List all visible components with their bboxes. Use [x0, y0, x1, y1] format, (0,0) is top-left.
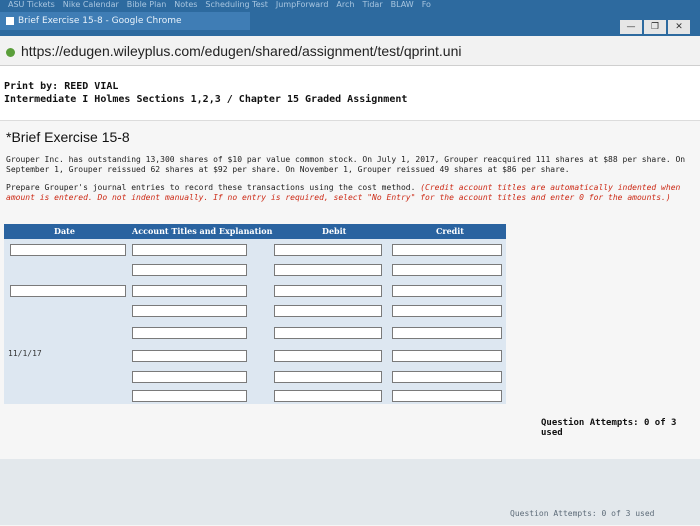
print-header: [4, 80, 407, 106]
problem-text: Grouper Inc. has outstanding 13,300 shares of $10 par value common stock. On July 1, 2017, Grouper reacquired 111 shares at $88 per share. On September 1, Grouper reissued 62 shares at $92 per share. On November 1, Grouper reissued 49 shares at $86 per share.: [6, 155, 686, 174]
date-input-1[interactable]: [10, 244, 126, 256]
account-input-8[interactable]: [132, 390, 247, 402]
instructions-note: (Credit account titles are automatically indented when amount is entered. Do not indent manually. If no entry is required, select "No Entry" for the account titles and enter 0 for the amounts.): [6, 183, 681, 202]
exercise-title: *Brief Exercise 15-8: [6, 129, 130, 145]
debit-input-5[interactable]: [274, 327, 382, 339]
browser-chrome: [0, 0, 700, 36]
account-input-2[interactable]: [132, 264, 247, 276]
tab-10[interactable]: Fo: [421, 0, 431, 9]
journal-table: [4, 224, 506, 404]
tab-6[interactable]: JumpForward: [275, 0, 329, 9]
credit-input-3[interactable]: [392, 285, 502, 297]
address-bar[interactable]: [0, 36, 700, 66]
tab-5[interactable]: Scheduling Test: [205, 0, 268, 9]
debit-input-7[interactable]: [274, 371, 382, 383]
account-input-4[interactable]: [132, 305, 247, 317]
window-controls: [620, 20, 690, 34]
tab-8[interactable]: Tidar: [362, 0, 383, 9]
account-header: Account Titles and Explanation: [132, 226, 273, 236]
close-button[interactable]: ✕: [668, 20, 690, 34]
credit-input-8[interactable]: [392, 390, 502, 402]
bottom-question-attempts: Question Attempts: 0 of 3 used: [510, 509, 655, 518]
instructions: [6, 183, 694, 203]
credit-input-4[interactable]: [392, 305, 502, 317]
debit-input-2[interactable]: [274, 264, 382, 276]
minimize-button[interactable]: —: [620, 20, 642, 34]
restore-button[interactable]: ❐: [644, 20, 666, 34]
credit-input-7[interactable]: [392, 371, 502, 383]
credit-input-6[interactable]: [392, 350, 502, 362]
tab-4[interactable]: Notes: [174, 0, 198, 9]
credit-header: Credit: [436, 226, 464, 236]
debit-input-1[interactable]: [274, 244, 382, 256]
account-input-5[interactable]: [132, 327, 247, 339]
tab-7[interactable]: Arch: [336, 0, 355, 9]
window-title: [0, 12, 250, 30]
lock-icon: [6, 48, 15, 57]
debit-header: Debit: [322, 226, 347, 236]
url-text[interactable]: https://edugen.wileyplus.com/edugen/shared/assignment/test/qprint.uni: [21, 43, 462, 59]
page-icon: [6, 17, 14, 25]
tab-strip: [0, 0, 700, 10]
tab-2[interactable]: Nike Calendar: [62, 0, 119, 9]
tab-3[interactable]: Bible Plan: [126, 0, 167, 9]
print-by: Print by: REED VIAL: [4, 81, 119, 92]
course-title: Intermediate I Holmes Sections 1,2,3 / Chapter 15 Graded Assignment: [4, 94, 408, 105]
credit-input-2[interactable]: [392, 264, 502, 276]
debit-input-3[interactable]: [274, 285, 382, 297]
instructions-text: Prepare Grouper's journal entries to record these transactions using the cost method.: [6, 183, 416, 192]
tab-9[interactable]: BLAW: [390, 0, 414, 9]
account-input-7[interactable]: [132, 371, 247, 383]
debit-input-4[interactable]: [274, 305, 382, 317]
date-value: 11/1/17: [8, 349, 42, 358]
credit-input-5[interactable]: [392, 327, 502, 339]
account-input-6[interactable]: [132, 350, 247, 362]
question-attempts: Question Attempts: 0 of 3 used: [541, 418, 677, 438]
tab-1[interactable]: ASU Tickets: [8, 0, 55, 9]
credit-input-1[interactable]: [392, 244, 502, 256]
table-header: [4, 224, 506, 239]
date-input-2[interactable]: [10, 285, 126, 297]
account-input-3[interactable]: [132, 285, 247, 297]
date-header: Date: [54, 226, 75, 236]
debit-input-8[interactable]: [274, 390, 382, 402]
debit-input-6[interactable]: [274, 350, 382, 362]
window-title-text: Brief Exercise 15-8 - Google Chrome: [18, 16, 182, 26]
account-input-1[interactable]: [132, 244, 247, 256]
